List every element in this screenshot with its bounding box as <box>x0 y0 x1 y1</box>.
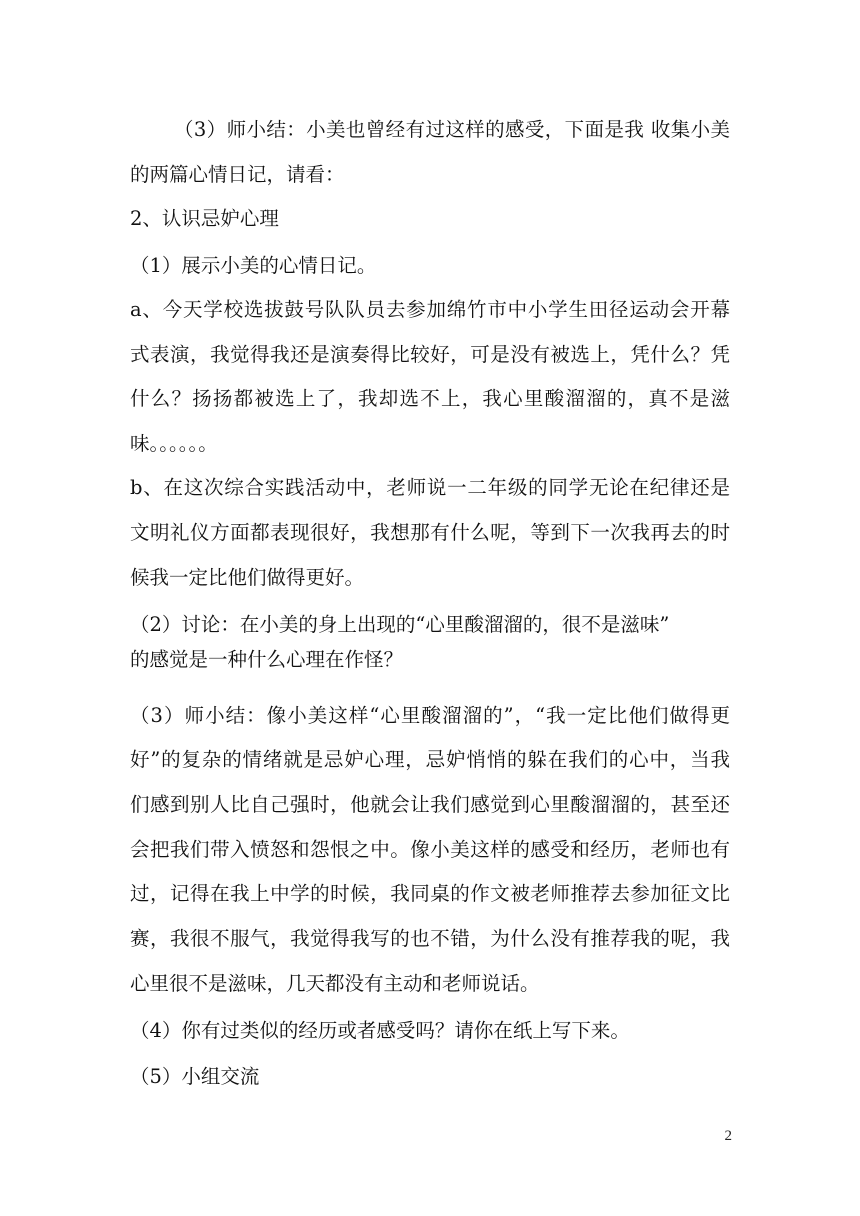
text-line: 的两篇心情日记，请看： <box>130 163 345 186</box>
text-line: （3）师小结：像小美这样“心里酸溜溜的”，“我一定比他们做得更 <box>130 704 730 727</box>
text-line: （2）讨论：在小美的身上出现的“心里酸溜溜的，很不是滋味” <box>130 613 670 636</box>
section-heading: 2、认识忌妒心理 <box>130 207 279 230</box>
text-line: 文明礼仪方面都表现很好，我想那有什么呢，等到下一次我再去的时 <box>130 521 730 544</box>
text-line: （4）你有过类似的经历或者感受吗？请你在纸上写下来。 <box>130 1019 630 1042</box>
text-line: 们感到别人比自己强时，他就会让我们感觉到心里酸溜溜的，甚至还 <box>130 793 730 816</box>
text-line: （3）师小结：小美也曾经有过这样的感受，下面是我 收集小美 <box>174 118 730 141</box>
text-line: a、今天学校选拔鼓号队队员去参加绵竹市中小学生田径运动会开幕 <box>130 298 730 321</box>
text-line: （5）小组交流 <box>130 1065 260 1088</box>
text-line: 的感觉是一种什么心理在作怪？ <box>130 648 404 671</box>
text-line: 会把我们带入愤怒和怨恨之中。像小美这样的感受和经历，老师也有 <box>130 838 730 861</box>
text-line: b、在这次综合实践活动中，老师说一二年级的同学无论在纪律还是 <box>130 476 730 499</box>
text-line: 心里很不是滋味，几天都没有主动和老师说话。 <box>130 972 540 995</box>
text-line: 候我一定比他们做得更好。 <box>130 566 365 589</box>
page-number: 2 <box>724 1128 732 1144</box>
text-line: 赛，我很不服气，我觉得我写的也不错，为什么没有推荐我的呢，我 <box>130 927 730 950</box>
text-line: 味。。。。。。 <box>130 432 218 455</box>
text-line: 式表演，我觉得我还是演奏得比较好，可是没有被选上，凭什么？凭 <box>130 343 730 366</box>
text-line: 过，记得在我上中学的时候，我同桌的作文被老师推荐去参加征文比 <box>130 882 730 905</box>
text-line: （1）展示小美的心情日记。 <box>130 254 377 277</box>
text-line: 好”的复杂的情绪就是忌妒心理，忌妒悄悄的躲在我们的心中，当我 <box>130 748 730 771</box>
text-line: 什么？扬扬都被选上了，我却选不上，我心里酸溜溜的，真不是滋 <box>130 387 730 410</box>
